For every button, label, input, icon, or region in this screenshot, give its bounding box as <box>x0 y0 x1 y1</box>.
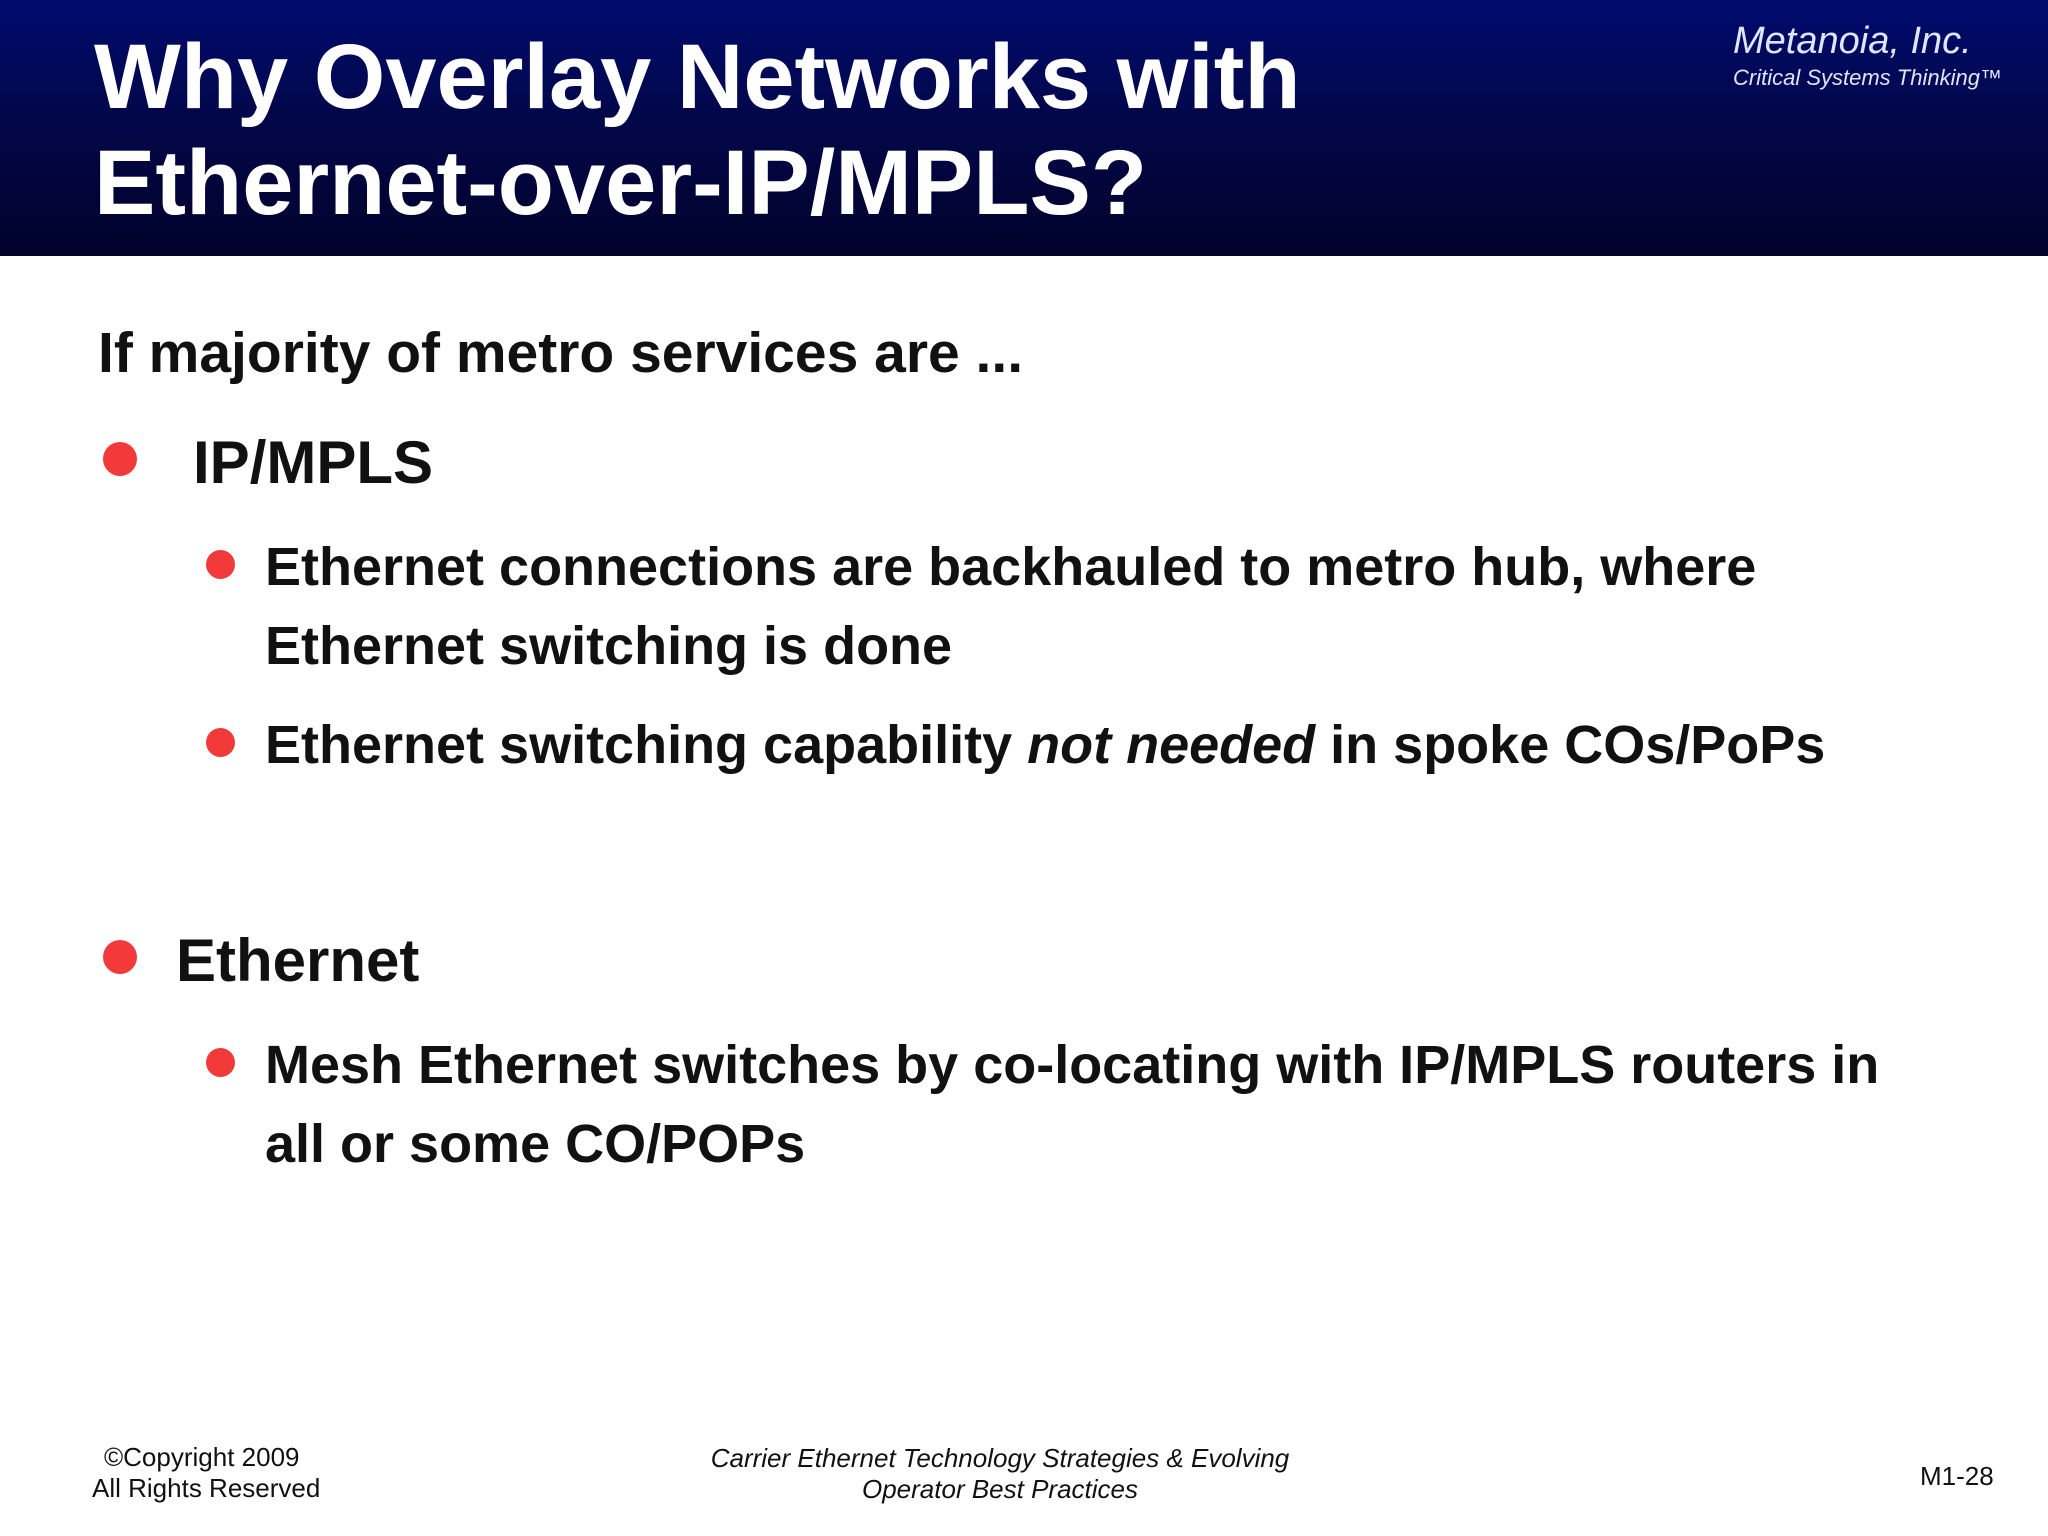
bullet-dot <box>103 940 137 974</box>
sub-bullet-mesh-line-2: all or some CO/POPs <box>265 1114 806 1174</box>
brand-block <box>1733 18 2002 92</box>
sub-bullet-backhaul-line-1: Ethernet connections are backhauled to metro hub, where <box>265 537 1757 597</box>
sub-bullet-backhaul-line-2: Ethernet switching is done <box>265 616 953 676</box>
slide-title <box>94 24 1301 236</box>
header-banner <box>0 0 2048 256</box>
slide-title-line-1: Why Overlay Networks with <box>94 26 1301 128</box>
sub-bullet-dot <box>206 550 235 579</box>
sub-bullet-mesh-line-1: Mesh Ethernet switches by co-locating with IP/MPLS routers in <box>265 1035 1880 1095</box>
footer-copyright <box>92 1442 320 1504</box>
brand-tagline: Critical Systems Thinking™ <box>1733 65 2002 90</box>
course-title-line-1: Carrier Ethernet Technology Strategies & Evolving <box>710 1443 1290 1473</box>
sub-bullet-mesh <box>265 1026 1879 1184</box>
sub-bullet-switching-line <box>265 706 1825 785</box>
footer-course-title <box>600 1443 1400 1505</box>
sub-bullet-switching <box>265 706 1825 785</box>
rights-line: All Rights Reserved <box>92 1473 321 1503</box>
brand-name: Metanoia, Inc. <box>1733 20 1972 62</box>
slide-number: M1-28 <box>1920 1461 1994 1491</box>
slide-title-line-2: Ethernet-over-IP/MPLS? <box>94 132 1148 234</box>
bullet-label-ip-mpls: IP/MPLS <box>193 429 434 496</box>
sub-bullet-switching-after: in spoke COs/PoPs <box>1315 715 1826 775</box>
sub-bullet-switching-before: Ethernet switching capability <box>265 715 1028 775</box>
sub-bullet-backhaul <box>265 528 1756 686</box>
sub-bullet-dot <box>206 1048 235 1077</box>
sub-bullet-switching-emphasis: not needed <box>1027 715 1316 775</box>
bullet-label-ethernet: Ethernet <box>176 927 420 994</box>
copyright-line: ©Copyright 2009 <box>104 1442 300 1472</box>
intro-text: If majority of metro services are ... <box>98 321 1024 385</box>
sub-bullet-dot <box>206 728 235 757</box>
course-title-line-2: Operator Best Practices <box>862 1474 1138 1504</box>
bullet-dot <box>103 442 137 476</box>
